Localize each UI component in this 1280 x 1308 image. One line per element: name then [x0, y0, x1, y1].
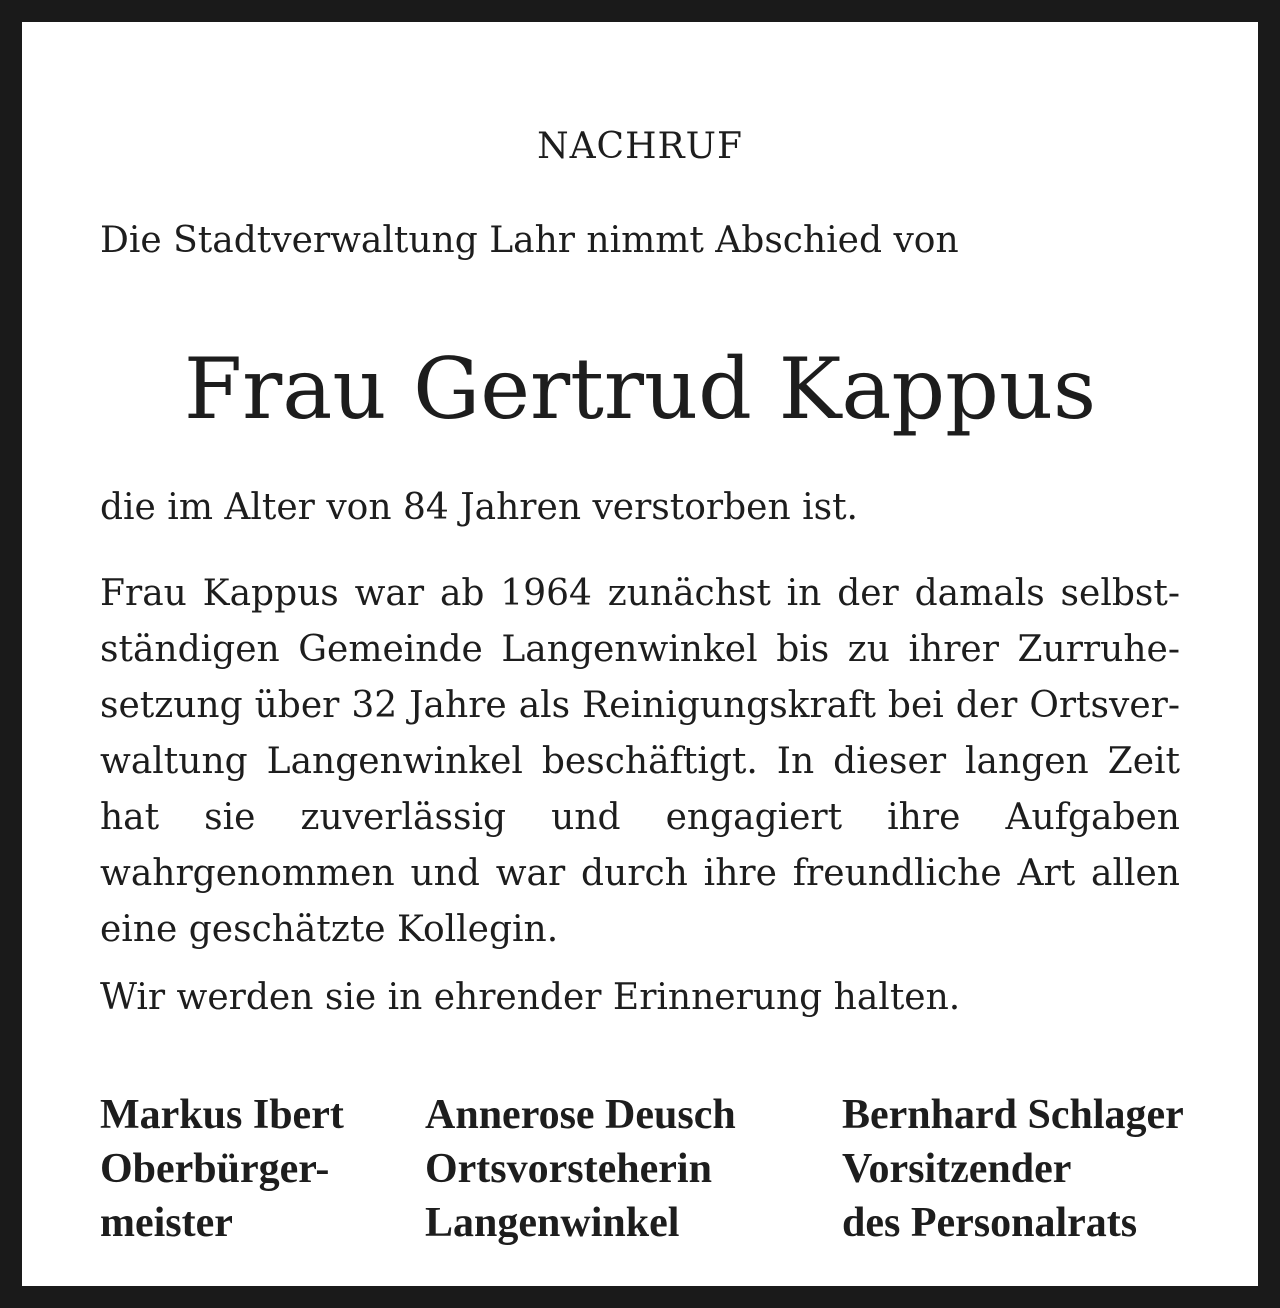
- signatory-role: meister: [100, 1200, 233, 1246]
- signatures: [100, 1088, 1184, 1258]
- intro-line: Die Stadtverwaltung Lahr nimmt Abschied von: [100, 220, 959, 261]
- signatory-name: Markus Ibert: [100, 1092, 344, 1138]
- signatory-role: des Personalrats: [842, 1200, 1138, 1246]
- signatory-1: [100, 1088, 344, 1250]
- signatory-role: Oberbürger-: [100, 1146, 330, 1192]
- signatory-role: Vorsitzender: [842, 1146, 1072, 1192]
- closing-line: Wir werden sie in ehrender Erinnerung halten.: [100, 977, 961, 1018]
- signatory-name: Bernhard Schlager: [842, 1092, 1184, 1138]
- body-paragraph: Frau Kappus war ab 1964 zunächst in der damals selbstständigen Gemeinde Langenwinkel bis zu ihrer Zurruhesetzung über 32 Jahre als Reinigungskraft bei der Ortsverwaltung Langenwinkel beschäftigt. In dieser langen Zeit hat sie zuverlässig und engagiert ihre Aufgaben wahrgenommen und war durch ihre freundliche Art allen eine geschätzte Kollegin.: [100, 573, 1180, 950]
- age-line: die im Alter von 84 Jahren verstorben ist.: [100, 487, 859, 528]
- notice-heading: NACHRUF: [537, 126, 743, 167]
- signatory-role: Langenwinkel: [425, 1200, 680, 1246]
- signatory-3: [842, 1088, 1184, 1250]
- signatory-2: [425, 1088, 736, 1250]
- signatory-name: Annerose Deusch: [425, 1092, 736, 1138]
- signatory-role: Ortsvorsteherin: [425, 1146, 712, 1192]
- deceased-name: Frau Gertrud Kappus: [183, 340, 1097, 438]
